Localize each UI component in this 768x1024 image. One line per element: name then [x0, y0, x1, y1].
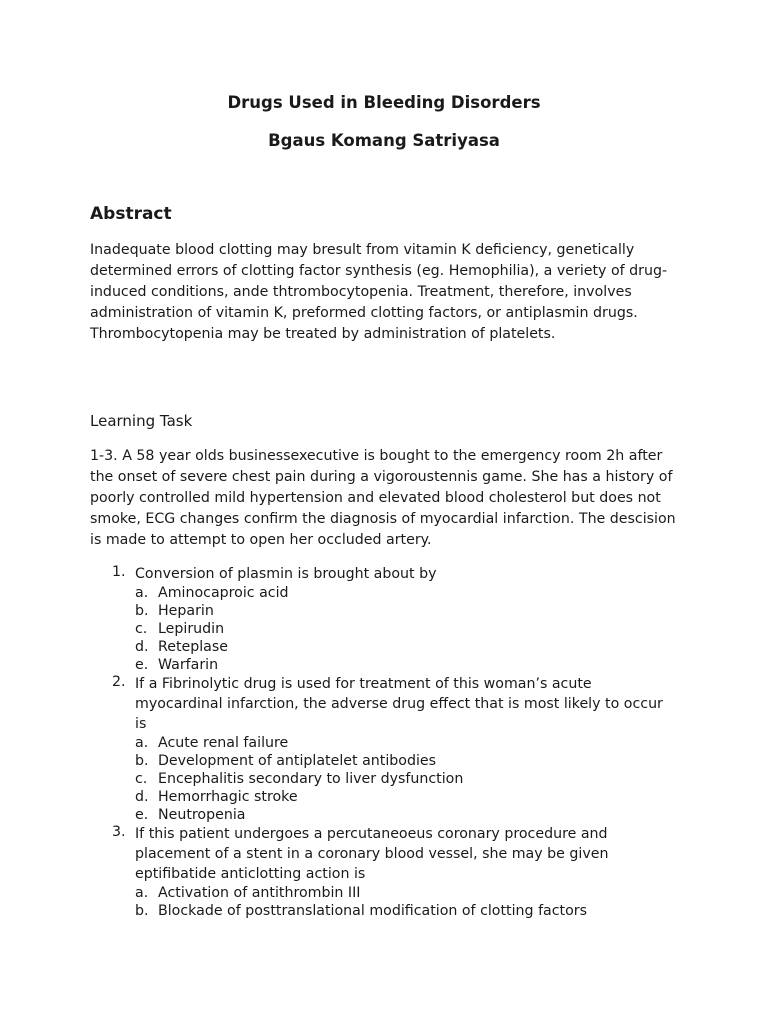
learning-task-heading: Learning Task: [90, 412, 193, 430]
option-text: Warfarin: [158, 657, 219, 673]
abstract-heading: Abstract: [90, 204, 172, 224]
abstract-paragraph: Inadequate blood clotting may bresult from vitamin K deficiency, genetically determined errors of clotting factor synthesis (eg. Hemophilia), a veriety of drug-induced conditions, ande thtrombocytopenia. Treatment, therefore, involves administration of vitamin K, preformed clotting factors, or antiplasmin drugs. Thrombocytopenia may be treated by administration of platelets.: [90, 242, 668, 342]
option-item: [135, 734, 672, 752]
option-letter: b.: [135, 903, 149, 919]
option-item: [135, 620, 672, 638]
option-letter: b.: [135, 753, 149, 769]
document-author: Bgaus Komang Satriyasa: [268, 131, 500, 150]
option-text: Neutropenia: [158, 807, 246, 823]
option-list: [135, 734, 672, 824]
option-text: Acute renal failure: [158, 735, 289, 751]
option-item: [135, 902, 672, 920]
option-item: [135, 806, 672, 824]
option-list: [135, 584, 672, 674]
option-text: Aminocaproic acid: [158, 585, 289, 601]
question-number: 2.: [112, 674, 126, 690]
option-text: Blockade of posttranslational modification of clotting factors: [158, 903, 588, 919]
document-title: Drugs Used in Bleeding Disorders: [227, 93, 541, 112]
question-item: [112, 564, 672, 674]
option-text: Heparin: [158, 603, 214, 619]
option-letter: d.: [135, 789, 149, 805]
question-item: [112, 674, 672, 824]
question-text: Conversion of plasmin is brought about by: [135, 566, 437, 582]
question-list: [112, 564, 672, 920]
option-letter: a.: [135, 735, 149, 751]
option-item: [135, 584, 672, 602]
option-letter: d.: [135, 639, 149, 655]
option-letter: c.: [135, 621, 148, 637]
option-text: Lepirudin: [158, 621, 225, 637]
option-item: [135, 884, 672, 902]
option-list: [135, 884, 672, 920]
option-text: Hemorrhagic stroke: [158, 789, 298, 805]
question-number: 1.: [112, 564, 126, 580]
option-item: [135, 752, 672, 770]
option-text: Activation of antithrombin III: [158, 885, 361, 901]
question-number: 3.: [112, 824, 126, 840]
option-letter: e.: [135, 657, 149, 673]
option-item: [135, 602, 672, 620]
question-item: [112, 824, 672, 920]
option-item: [135, 638, 672, 656]
option-item: [135, 770, 672, 788]
option-text: Reteplase: [158, 639, 229, 655]
option-text: Encephalitis secondary to liver dysfunction: [158, 771, 464, 787]
option-letter: a.: [135, 885, 149, 901]
option-item: [135, 788, 672, 806]
option-letter: e.: [135, 807, 149, 823]
learning-task-intro: 1-3. A 58 year olds businessexecutive is bought to the emergency room 2h after the onset of severe chest pain during a vigoroustennis game. She has a history of poorly controlled mild hypertension and elevated blood cholesterol but does not smoke, ECG changes confirm the diagnosis of myocardial infarction. The descision is made to attempt to open her occluded artery.: [90, 448, 676, 548]
question-text: If a Fibrinolytic drug is used for treatment of this woman’s acute myocardinal infarction, the adverse drug effect that is most likely to occur is: [135, 676, 663, 732]
option-text: Development of antiplatelet antibodies: [158, 753, 437, 769]
option-letter: b.: [135, 603, 149, 619]
option-item: [135, 656, 672, 674]
option-letter: c.: [135, 771, 148, 787]
option-letter: a.: [135, 585, 149, 601]
question-text: If this patient undergoes a percutaneoeus coronary procedure and placement of a stent in a coronary blood vessel, she may be given eptifibatide anticlotting action is: [135, 826, 609, 882]
